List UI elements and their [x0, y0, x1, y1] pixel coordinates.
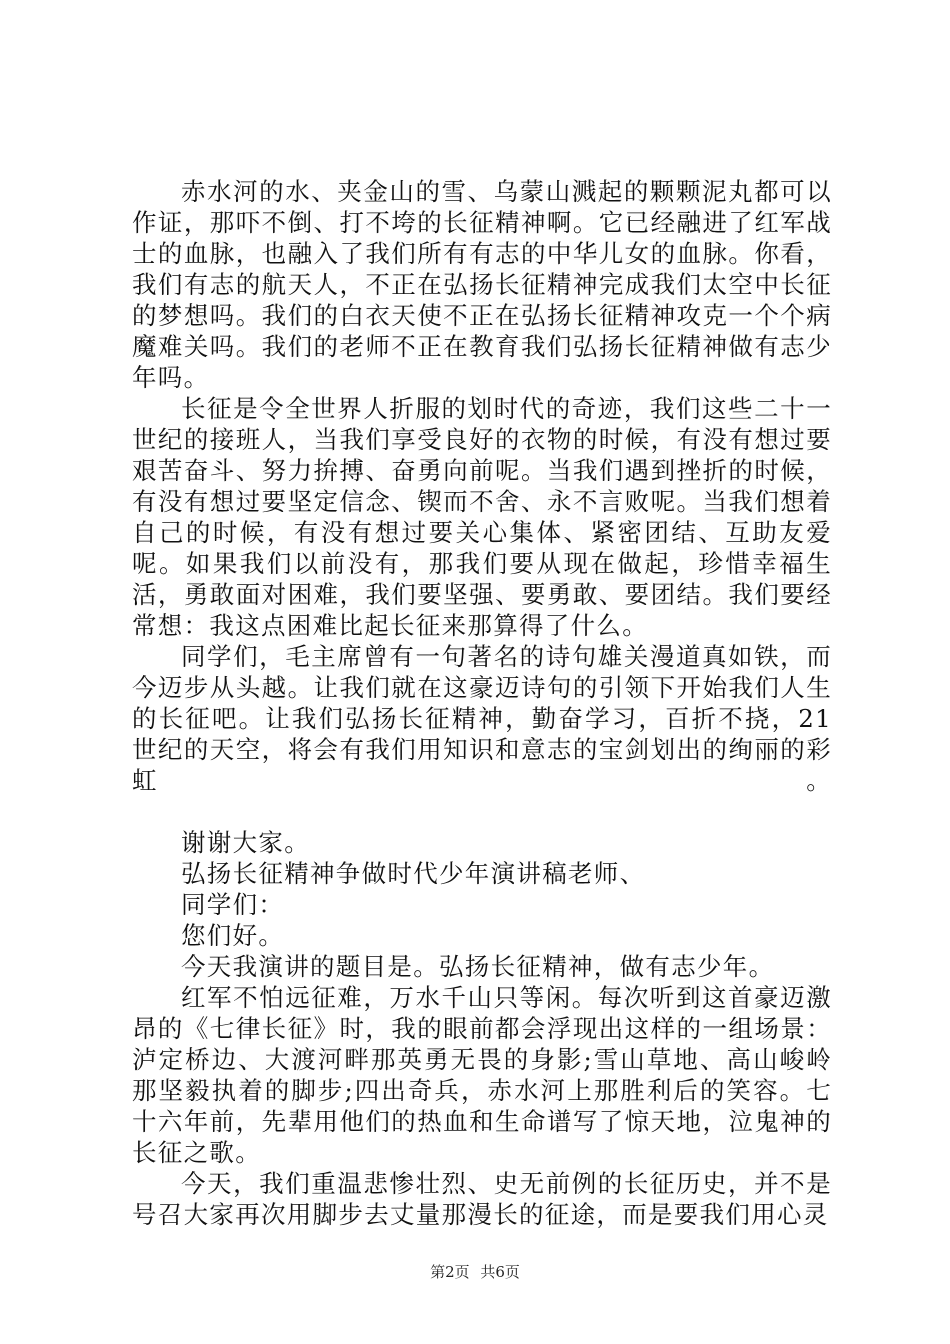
paragraph-6: 同学们：: [181, 890, 285, 919]
paragraph-spacer: [132, 796, 832, 827]
page-number-total: 共6页: [480, 1263, 520, 1281]
paragraph-7: 您们好。: [181, 921, 285, 950]
paragraph-2: 长征是令全世界人折服的划时代的奇迹，我们这些二十一世纪的接班人，当我们享受良好的衣物的时候，有没有想过要艰苦奋斗、努力拚搏、奋勇向前呢。当我们遇到挫折的时候，有没有想过要坚定信念、锲而不舍、永不言败呢。当我们想着自己的时候，有没有想过要关心集体、紧密团结、互助友爱呢。如果我们以前没有，那我们要从现在做起，珍惜幸福生活，勇敢面对困难，我们要坚强、要勇敢、要团结。我们要经常想：我这点困难比起长征来那算得了什么。: [132, 394, 832, 640]
paragraph-4: 谢谢大家。: [181, 828, 310, 857]
page-footer: [0, 1262, 950, 1282]
paragraph-1: 赤水河的水、夹金山的雪、乌蒙山溅起的颗颗泥丸都可以作证，那吓不倒、打不垮的长征精神啊。它已经融进了红军战士的血脉，也融入了我们所有有志的中华儿女的血脉。你看，我们有志的航天人，不正在弘扬长征精神完成我们太空中长征的梦想吗。我们的白衣天使不正在弘扬长征精神攻克一个个病魔难关吗。我们的老师不正在教育我们弘扬长征精神做有志少年吗。: [132, 177, 832, 392]
paragraph-3: 同学们，毛主席曾有一句著名的诗句雄关漫道真如铁，而今迈步从头越。让我们就在这豪迈诗句的引领下开始我们人生的长征吧。让我们弘扬长征精神，勤奋学习，百折不挠，21世纪的天空，将会有我们用知识和意志的宝剑划出的绚丽的彩虹。: [132, 642, 832, 795]
document-body: [132, 176, 832, 1230]
paragraph-5: 弘扬长征精神争做时代少年演讲稿老师、: [181, 859, 646, 888]
page-number-current: 第2页: [430, 1263, 470, 1281]
paragraph-8: 今天我演讲的题目是。弘扬长征精神，做有志少年。: [181, 952, 775, 981]
paragraph-9: 红军不怕远征难，万水千山只等闲。每次听到这首豪迈激昂的《七律长征》时，我的眼前都会浮现出这样的一组场景：泸定桥边、大渡河畔那英勇无畏的身影;雪山草地、高山峻岭那坚毅执着的脚步;四出奇兵，赤水河上那胜利后的笑容。七十六年前，先辈用他们的热血和生命谱写了惊天地，泣鬼神的长征之歌。: [132, 983, 832, 1167]
paragraph-10: 今天，我们重温悲惨壮烈、史无前例的长征历史，并不是号召大家再次用脚步去丈量那漫长的征途，而是要我们用心灵: [132, 1169, 832, 1229]
